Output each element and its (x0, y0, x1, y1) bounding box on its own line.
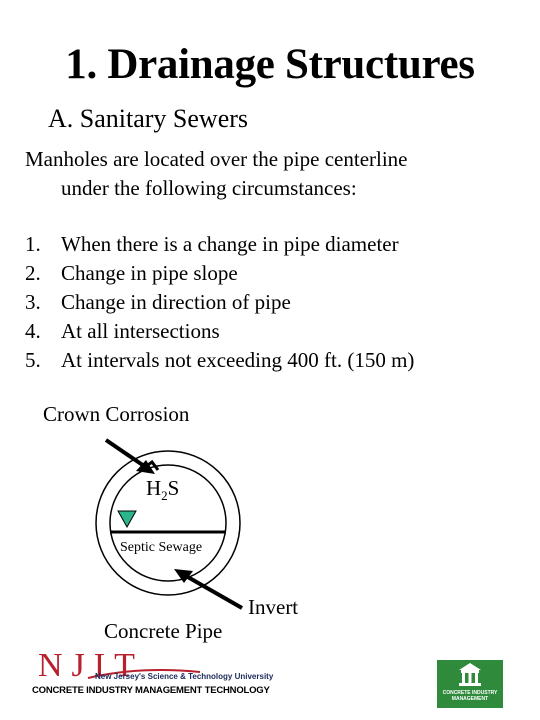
cim-logo-text: CONCRETE INDUSTRY MANAGEMENT (442, 690, 498, 702)
intro-line-1: Manholes are located over the pipe centerline (25, 147, 408, 171)
list-item-number: 1. (25, 232, 41, 256)
slide-title: 1. Drainage Structures (65, 41, 475, 88)
list-item-text: Change in direction of pipe (61, 290, 291, 314)
crown-corrosion-label: Crown Corrosion (43, 402, 190, 426)
list-item-number: 5. (25, 348, 41, 372)
njit-logo-letters: NJIT (38, 647, 144, 684)
h2s-label: $H_2S$ (146, 476, 180, 504)
njit-university-name: New Jersey's Science & Technology University (95, 672, 274, 681)
list-item-text: At intervals not exceeding 400 ft. (150 m) (61, 348, 415, 372)
invert-arrow (186, 576, 242, 608)
pipe-outer-wall (96, 451, 240, 595)
njit-program-name: CONCRETE INDUSTRY MANAGEMENT TECHNOLOGY (32, 685, 270, 696)
concrete-pipe-label: Concrete Pipe (104, 619, 223, 643)
list-item-number: 4. (25, 319, 41, 343)
list-item-number: 3. (25, 290, 41, 314)
list-item-text: Change in pipe slope (61, 261, 238, 285)
invert-label: Invert (248, 595, 299, 619)
list-item-number: 2. (25, 261, 41, 285)
intro-line-2: under the following circumstances: (61, 176, 357, 200)
water-level-marker-icon (118, 511, 136, 527)
septic-sewage-label: Septic Sewage (120, 540, 203, 555)
list-item-text: At all intersections (61, 319, 220, 343)
slide-subtitle: A. Sanitary Sewers (48, 104, 249, 133)
list-item-text: When there is a change in pipe diameter (61, 232, 399, 256)
